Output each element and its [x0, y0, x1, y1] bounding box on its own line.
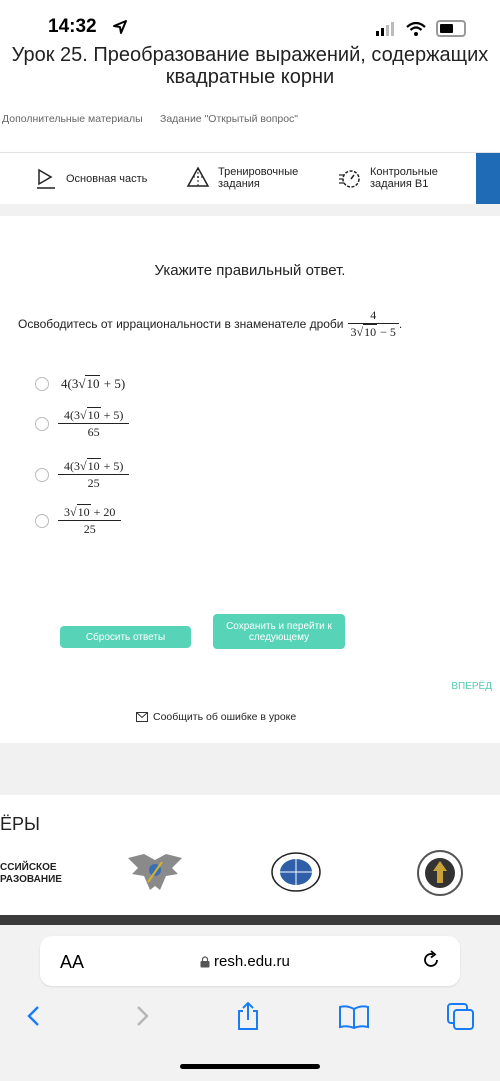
- radio-option-4[interactable]: [35, 514, 49, 528]
- back-icon[interactable]: [24, 1004, 44, 1033]
- envelope-icon: [136, 712, 148, 722]
- fraction-denominator: 3√10 − 5: [348, 323, 399, 340]
- answer-option-3[interactable]: [35, 459, 126, 491]
- question-label: Освободитесь от иррациональности в знаменателе дроби: [18, 317, 344, 331]
- location-arrow-icon: [112, 19, 128, 40]
- next-link[interactable]: ВПЕРЁД: [451, 681, 492, 692]
- footer-dark-band: [0, 915, 500, 925]
- fraction-numerator: 4: [370, 308, 377, 322]
- globe-emblem-icon[interactable]: [271, 851, 321, 898]
- share-icon[interactable]: [235, 1001, 261, 1036]
- play-icon: [34, 167, 58, 191]
- rescue-emblem-icon[interactable]: [417, 849, 463, 902]
- option-1-text: 4(3√10 + 5): [61, 376, 126, 391]
- tab-training-label: Тренировочные задания: [218, 166, 299, 190]
- tab-blue-edge[interactable]: [476, 153, 500, 205]
- tab-training[interactable]: [186, 166, 298, 190]
- reload-icon[interactable]: [421, 950, 441, 975]
- forward-icon[interactable]: [132, 1004, 152, 1033]
- report-error-link[interactable]: [136, 711, 296, 723]
- partners-title: ЁРЫ: [0, 814, 40, 834]
- partner-ros-obrazovanie[interactable]: ССИЙСКОЕ РАЗОВАНИЕ: [0, 862, 62, 885]
- answer-option-1[interactable]: [35, 376, 125, 392]
- option-2-text: $\frac{4(3√10 + 5)}{65}$: [61, 408, 126, 440]
- url-field[interactable]: [200, 953, 290, 970]
- radio-option-1[interactable]: [35, 377, 49, 391]
- pyramid-icon: [186, 166, 210, 190]
- lock-icon: [200, 956, 210, 968]
- separator: [0, 204, 500, 216]
- lesson-title: Урок 25. Преобразование выражений, содержащих квадратные корни: [11, 44, 489, 88]
- url-text: resh.edu.ru: [214, 953, 290, 970]
- status-indicators: [376, 20, 466, 37]
- save-next-button[interactable]: Сохранить и перейти к следующему: [213, 614, 345, 649]
- home-indicator: [180, 1064, 320, 1069]
- tabs-icon[interactable]: [446, 1002, 476, 1035]
- question-fraction: [348, 308, 399, 340]
- question-text: Освободитесь от иррациональности в знаменателе дроби $\frac{4}{3√10 - 5}$ .: [18, 308, 403, 339]
- radio-option-3[interactable]: [35, 468, 49, 482]
- option-3-text: $\frac{4(3√10 + 5)}{25}$: [61, 459, 126, 491]
- tab-control[interactable]: [338, 166, 438, 190]
- task-title: Укажите правильный ответ.: [154, 262, 346, 279]
- subnav-additional-materials[interactable]: Дополнительные материалы: [2, 113, 143, 125]
- report-error-label: Сообщить об ошибке в уроке: [153, 711, 297, 723]
- answer-option-4[interactable]: [35, 505, 118, 537]
- subnav-open-question[interactable]: Задание "Открытый вопрос": [160, 113, 299, 125]
- reset-answers-button[interactable]: Сбросить ответы: [60, 626, 191, 648]
- wifi-icon: [406, 22, 426, 36]
- tab-main-part-label: Основная часть: [66, 173, 148, 185]
- stopwatch-icon: [338, 166, 362, 190]
- tab-main-part[interactable]: [34, 167, 147, 191]
- radio-option-2[interactable]: [35, 417, 49, 431]
- battery-icon: [436, 20, 466, 37]
- tab-control-label: Контрольные задания В1: [370, 166, 438, 190]
- bookmarks-icon[interactable]: [338, 1004, 370, 1035]
- lesson-tabs: [0, 152, 500, 205]
- signal-icon: [376, 22, 396, 36]
- status-time: 14:32: [48, 16, 97, 37]
- reader-options-button[interactable]: AA: [60, 952, 85, 972]
- grey-band: [0, 743, 500, 795]
- option-4-text: $\frac{3√10 + 20}{25}$: [61, 505, 118, 537]
- answer-option-2[interactable]: [35, 408, 126, 440]
- eagle-emblem-icon[interactable]: [126, 852, 184, 899]
